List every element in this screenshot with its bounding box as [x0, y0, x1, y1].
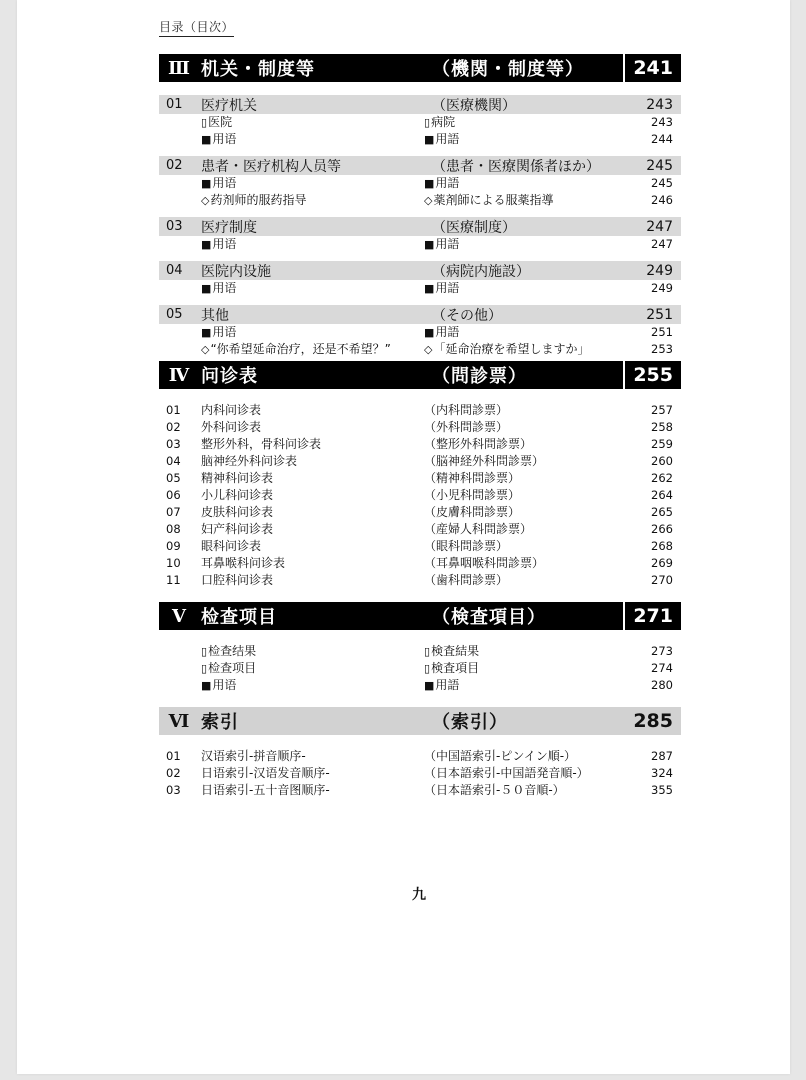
entry-page-number: 273 — [651, 644, 673, 658]
entry-number: 05 — [166, 471, 181, 485]
entry-page-number: 260 — [651, 454, 673, 468]
entry-title-ja: 用語 — [435, 678, 460, 692]
subsection-title-ja: （その他） — [432, 307, 502, 324]
section-page-number: 285 — [633, 710, 673, 732]
entry-number: 07 — [166, 505, 181, 519]
toc-entry — [159, 131, 681, 148]
toc-entry — [159, 660, 681, 677]
section-title-ja: （機関・制度等） — [432, 59, 584, 80]
entry-title-zh: 眼科问诊表 — [201, 539, 262, 553]
toc-entry — [159, 765, 681, 782]
entry-number: 04 — [166, 454, 181, 468]
page-number: 九 — [412, 887, 426, 903]
subsection-page-number: 243 — [646, 96, 673, 113]
section-heading-5 — [159, 602, 681, 630]
entry-page-number: 270 — [651, 573, 673, 587]
entry-number: 11 — [166, 573, 181, 587]
entry-title-ja: （脳神経外科問診票） — [424, 454, 545, 468]
toc-entry — [159, 419, 681, 436]
square-bullet-icon: ■ — [201, 177, 212, 190]
entry-title-zh: “你希望延命治疗，还是不希望？” — [210, 342, 391, 356]
entry-title-zh: 日语索引-五十音图顺序- — [201, 783, 330, 797]
section-number: Ⅴ — [172, 605, 186, 627]
toc-entry — [159, 538, 681, 555]
square-bullet-icon: ■ — [424, 679, 435, 692]
entry-title-ja: （日本語索引-中国語発音順-） — [424, 766, 589, 780]
section-heading-3 — [159, 54, 681, 82]
entry-title-zh: 用语 — [212, 678, 237, 692]
entry-title-zh: 脑神经外科问诊表 — [201, 454, 298, 468]
subsection-title-zh: 其他 — [201, 307, 229, 324]
entry-page-number: 251 — [651, 325, 673, 339]
square-bullet-icon: ■ — [201, 326, 212, 339]
subsection-title-zh: 医疗制度 — [201, 219, 257, 236]
entry-title-zh: 日语索引-汉语发音顺序- — [201, 766, 330, 780]
entry-page-number: 268 — [651, 539, 673, 553]
entry-title-zh: 小儿科问诊表 — [201, 488, 274, 502]
subsection-number: 05 — [166, 307, 183, 322]
entry-page-number: 274 — [651, 661, 673, 675]
section-title-zh: 问诊表 — [201, 366, 258, 387]
entry-title-ja: （歯科問診票） — [424, 573, 509, 587]
subsection-title-ja: （患者・医療関係者ほか） — [432, 158, 600, 175]
entry-page-number: 280 — [651, 678, 673, 692]
subsection-page-number: 245 — [646, 157, 673, 174]
entry-number: 02 — [166, 766, 181, 780]
page-header-label: 目录（目次） — [159, 18, 234, 37]
subsection-page-number: 251 — [646, 306, 673, 323]
entry-page-number: 244 — [651, 132, 673, 146]
section-title-zh: 检查项目 — [201, 607, 277, 628]
entry-title-ja: （耳鼻咽喉科問診票） — [424, 556, 545, 570]
section-heading-4 — [159, 361, 681, 389]
entry-title-ja: 用語 — [435, 325, 460, 339]
entry-title-ja: （中国語索引-ピンイン順-） — [424, 749, 577, 763]
section-page-number: 255 — [633, 364, 673, 386]
entry-number: 01 — [166, 403, 181, 417]
square-bullet-icon: ■ — [424, 177, 435, 190]
subsection-number: 02 — [166, 158, 183, 173]
entry-page-number: 266 — [651, 522, 673, 536]
section-title-ja: （問診票） — [432, 366, 527, 387]
entry-number: 06 — [166, 488, 181, 502]
toc-entry — [159, 402, 681, 419]
table-of-contents — [159, 54, 681, 799]
entry-title-ja: （皮膚科問診票） — [424, 505, 521, 519]
document-icon: ▯ — [201, 662, 208, 675]
square-bullet-icon: ■ — [201, 679, 212, 692]
entry-title-ja: 用語 — [435, 237, 460, 251]
subsection-heading — [159, 261, 681, 280]
entry-title-zh: 用语 — [212, 237, 237, 251]
entry-number: 03 — [166, 783, 181, 797]
subsection-title-ja: （病院内施設） — [432, 263, 530, 280]
subsection-title-zh: 患者・医疗机构人员等 — [201, 158, 341, 175]
entry-title-ja: 「延命治療を希望しますか」 — [433, 342, 590, 356]
entry-page-number: 253 — [651, 342, 673, 356]
section-number: Ⅵ — [168, 710, 190, 732]
subsection-title-zh: 医疗机关 — [201, 97, 257, 114]
diamond-bullet-icon: ◇ — [201, 343, 210, 356]
entry-title-ja: （小児科問診票） — [424, 488, 521, 502]
toc-entry — [159, 280, 681, 297]
section-page-number: 271 — [633, 605, 673, 627]
divider — [623, 54, 625, 82]
toc-entry — [159, 436, 681, 453]
entry-title-ja: （整形外科問診票） — [424, 437, 533, 451]
entry-page-number: 257 — [651, 403, 673, 417]
subsection-page-number: 249 — [646, 262, 673, 279]
entry-title-ja: 用語 — [435, 132, 460, 146]
subsection-title-ja: （医療機関） — [432, 97, 516, 114]
entry-title-zh: 检查项目 — [208, 661, 257, 675]
entry-page-number: 324 — [651, 766, 673, 780]
document-page — [17, 0, 790, 1074]
toc-entry — [159, 236, 681, 253]
entry-title-ja: 薬剤師による服薬指導 — [433, 193, 554, 207]
entry-page-number: 265 — [651, 505, 673, 519]
square-bullet-icon: ■ — [424, 282, 435, 295]
diamond-bullet-icon: ◇ — [201, 194, 210, 207]
divider — [623, 361, 625, 389]
square-bullet-icon: ■ — [201, 282, 212, 295]
entry-title-zh: 口腔科问诊表 — [201, 573, 274, 587]
entry-title-zh: 耳鼻喉科问诊表 — [201, 556, 286, 570]
entry-title-ja: 検査結果 — [431, 644, 480, 658]
toc-entry — [159, 175, 681, 192]
entry-title-ja: （外科問診票） — [424, 420, 509, 434]
section-title-zh: 索引 — [201, 712, 239, 733]
toc-entry — [159, 487, 681, 504]
subsection-title-zh: 医院内设施 — [201, 263, 271, 280]
entry-title-zh: 用语 — [212, 281, 237, 295]
entry-title-zh: 药剂师的服药指导 — [210, 193, 307, 207]
toc-entry — [159, 504, 681, 521]
toc-entry — [159, 324, 681, 341]
subsection-number: 04 — [166, 263, 183, 278]
toc-entry — [159, 114, 681, 131]
entry-title-zh: 内科问诊表 — [201, 403, 262, 417]
entry-page-number: 259 — [651, 437, 673, 451]
entry-page-number: 264 — [651, 488, 673, 502]
diamond-bullet-icon: ◇ — [424, 343, 433, 356]
toc-entry — [159, 192, 681, 209]
section-number: Ⅳ — [168, 364, 190, 386]
toc-entry — [159, 643, 681, 660]
entry-title-ja: 病院 — [431, 115, 456, 129]
entry-title-ja: （産婦人科問診票） — [424, 522, 533, 536]
toc-entry — [159, 521, 681, 538]
entry-title-zh: 精神科问诊表 — [201, 471, 274, 485]
toc-entry — [159, 572, 681, 589]
subsection-title-ja: （医療制度） — [432, 219, 516, 236]
entry-page-number: 246 — [651, 193, 673, 207]
subsection-page-number: 247 — [646, 218, 673, 235]
diamond-bullet-icon: ◇ — [424, 194, 433, 207]
section-title-zh: 机关・制度等 — [201, 59, 315, 80]
subsection-heading — [159, 156, 681, 175]
entry-title-zh: 用语 — [212, 176, 237, 190]
square-bullet-icon: ■ — [424, 238, 435, 251]
entry-title-ja: （眼科問診票） — [424, 539, 509, 553]
entry-page-number: 249 — [651, 281, 673, 295]
toc-entry — [159, 782, 681, 799]
subsection-number: 03 — [166, 219, 183, 234]
section-page-number: 241 — [633, 57, 673, 79]
entry-title-ja: 検査項目 — [431, 661, 480, 675]
toc-entry — [159, 677, 681, 694]
section-title-ja: （検査項目） — [432, 607, 546, 628]
square-bullet-icon: ■ — [201, 133, 212, 146]
document-icon: ▯ — [424, 645, 431, 658]
toc-entry — [159, 748, 681, 765]
entry-title-ja: （日本語索引-５０音順-） — [424, 783, 565, 797]
subsection-heading — [159, 217, 681, 236]
subsection-heading — [159, 95, 681, 114]
entry-title-zh: 用语 — [212, 132, 237, 146]
entry-title-zh: 外科问诊表 — [201, 420, 262, 434]
entry-title-ja: 用語 — [435, 281, 460, 295]
entry-page-number: 247 — [651, 237, 673, 251]
entry-title-zh: 检查结果 — [208, 644, 257, 658]
document-icon: ▯ — [424, 662, 431, 675]
square-bullet-icon: ■ — [201, 238, 212, 251]
section-heading-6 — [159, 707, 681, 735]
section-number: Ⅲ — [168, 57, 190, 79]
toc-entry — [159, 470, 681, 487]
entry-number: 03 — [166, 437, 181, 451]
entry-title-ja: （内科問診票） — [424, 403, 509, 417]
entry-page-number: 245 — [651, 176, 673, 190]
entry-number: 08 — [166, 522, 181, 536]
subsection-heading — [159, 305, 681, 324]
entry-number: 09 — [166, 539, 181, 553]
entry-page-number: 258 — [651, 420, 673, 434]
entry-page-number: 243 — [651, 115, 673, 129]
toc-entry — [159, 453, 681, 470]
toc-entry — [159, 341, 681, 358]
entry-title-zh: 医院 — [208, 115, 233, 129]
document-icon: ▯ — [424, 116, 431, 129]
entry-page-number: 269 — [651, 556, 673, 570]
section-title-ja: （索引） — [432, 712, 508, 733]
entry-number: 02 — [166, 420, 181, 434]
entry-title-ja: （精神科問診票） — [424, 471, 521, 485]
subsection-number: 01 — [166, 97, 183, 112]
document-icon: ▯ — [201, 116, 208, 129]
entry-title-ja: 用語 — [435, 176, 460, 190]
toc-entry — [159, 555, 681, 572]
entry-title-zh: 妇产科问诊表 — [201, 522, 274, 536]
entry-title-zh: 皮肤科问诊表 — [201, 505, 274, 519]
entry-page-number: 287 — [651, 749, 673, 763]
entry-title-zh: 用语 — [212, 325, 237, 339]
entry-number: 01 — [166, 749, 181, 763]
entry-title-zh: 整形外科，骨科问诊表 — [201, 437, 322, 451]
entry-page-number: 262 — [651, 471, 673, 485]
square-bullet-icon: ■ — [424, 133, 435, 146]
document-icon: ▯ — [201, 645, 208, 658]
entry-page-number: 355 — [651, 783, 673, 797]
entry-title-zh: 汉语索引-拼音顺序- — [201, 749, 306, 763]
entry-number: 10 — [166, 556, 181, 570]
divider — [623, 602, 625, 630]
square-bullet-icon: ■ — [424, 326, 435, 339]
